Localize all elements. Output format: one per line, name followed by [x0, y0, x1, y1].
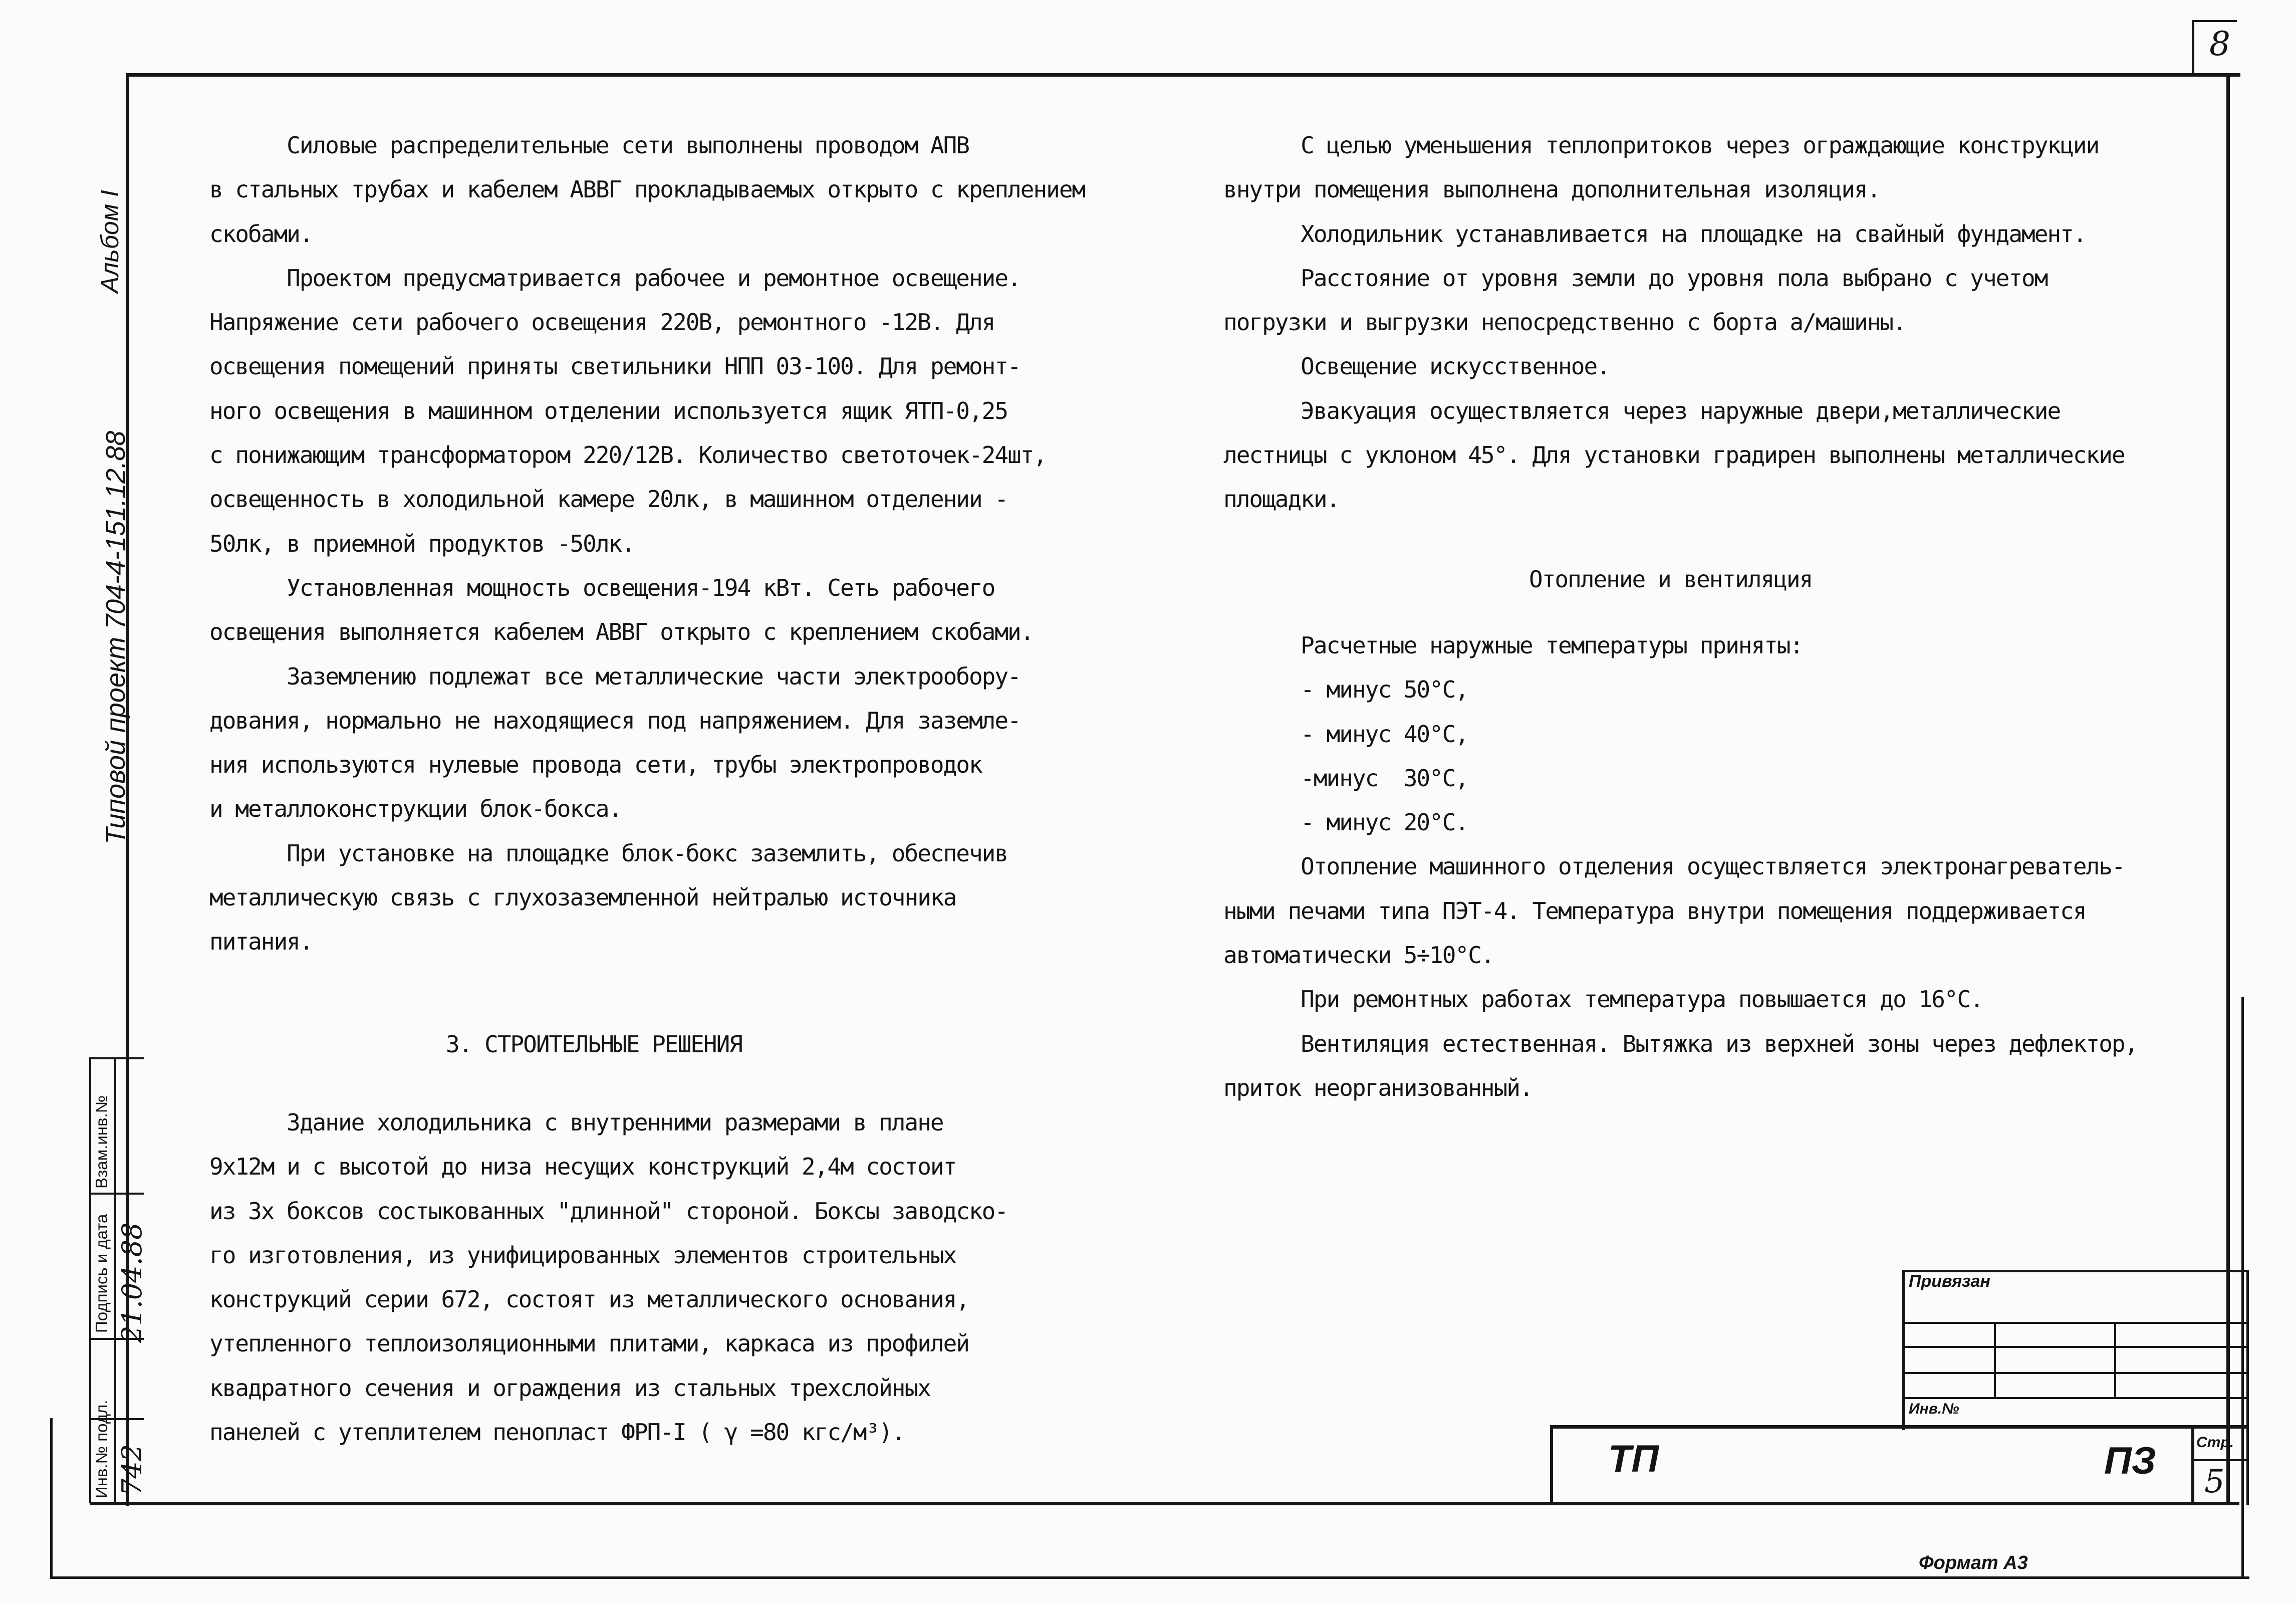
text-line: с понижающим трансформатором 220/12В. Количество светоточек-24шт,: [209, 441, 1047, 469]
text-line: - минус 50°С,: [1223, 676, 1468, 704]
text-line: приток неорганизованный.: [1223, 1074, 1533, 1101]
format-label: Формат А3: [1919, 1552, 2028, 1573]
inv-label: Инв.№: [1909, 1401, 1959, 1417]
privyazan-label: Привязан: [1909, 1272, 1990, 1291]
side-project-label: Типовой проект 704-4-151.12.88: [101, 430, 131, 844]
text-line: Холодильник устанавливается на площадке на свайный фундамент.: [1223, 220, 2086, 248]
text-line: дования, нормально не находящиеся под напряжением. Для заземле-: [209, 707, 1021, 734]
side-stamp-inv: Инв.№ подл.: [92, 1400, 111, 1498]
text-line: - минус 20°С.: [1223, 809, 1468, 836]
text-line: ния используются нулевые провода сети, трубы электропроводок: [209, 751, 982, 779]
text-line: ными печами типа ПЭТ-4. Температура внутри помещения поддерживается: [1223, 897, 2086, 925]
text-line: -минус 30°С,: [1223, 764, 1468, 792]
text-line: Здание холодильника с внутренними размерами в плане: [209, 1109, 943, 1136]
text-line: го изготовления, из унифицированных элементов строительных: [209, 1241, 956, 1269]
text-line: панелей с утеплителем пенопласт ФРП-I ( γ =80 кгс/м³).: [209, 1419, 905, 1446]
side-stamp-replace: Взам.инв.№: [92, 1095, 111, 1189]
text-line: скобами.: [209, 220, 313, 248]
outer-frame-right: [2241, 997, 2244, 1578]
text-line: утепленного теплоизоляционными плитами, каркаса из профилей: [209, 1330, 969, 1357]
text-line: Установленная мощность освещения-194 кВт. Сеть рабочего: [209, 574, 995, 601]
inner-frame-top: [126, 73, 2240, 77]
sheet-number: 8: [2209, 25, 2230, 63]
text-line: Отопление машинного отделения осуществляется электронагреватель-: [1223, 853, 2125, 880]
text-line: Вентиляция естественная. Вытяжка из верхней зоны через дефлектор,: [1223, 1030, 2138, 1057]
inner-frame-bottom: [90, 1502, 2239, 1505]
sheet-label: Стр.: [2196, 1434, 2234, 1451]
text-line: внутри помещения выполнена дополнительная изоляция.: [1223, 176, 1880, 203]
side-stamp-sign: Подпись и дата: [92, 1214, 111, 1333]
text-line: - минус 40°С,: [1223, 720, 1468, 748]
right-column-text: [1223, 123, 2125, 522]
text-line: из 3х боксов состыкованных "длинной" стороной. Боксы заводско-: [209, 1197, 1008, 1225]
text-line: Заземлению подлежат все металлические части электрообору-: [209, 662, 1021, 690]
sheet-box-left: [2192, 20, 2194, 75]
side-stamp-sign-value: 21.04.88: [116, 1222, 148, 1343]
text-line: Силовые распределительные сети выполнены проводом АПВ: [209, 132, 969, 159]
code-left: ТП: [1608, 1438, 1659, 1480]
text-line: 50лк, в приемной продуктов -50лк.: [209, 530, 634, 557]
text-line: питания.: [209, 928, 313, 956]
text-line: погрузки и выгрузки непосредственно с борта а/машины.: [1223, 309, 1906, 336]
code-right: ПЗ: [2104, 1440, 2156, 1482]
text-line: ного освещения в машинном отделении используется ящик ЯТП-0,25: [209, 397, 1008, 424]
outer-frame-bottom: [50, 1576, 2249, 1579]
text-line: Напряжение сети рабочего освещения 220В, ремонтного -12В. Для: [209, 309, 995, 336]
text-line: освещения выполняется кабелем АВВГ открыто с креплением скобами.: [209, 618, 1034, 646]
text-line: Освещение искусственное.: [1223, 353, 1610, 380]
outer-frame-left: [50, 1418, 53, 1578]
text-line: лестницы с уклоном 45°. Для установки градирен выполнены металлические: [1223, 441, 2125, 469]
text-line: 9х12м и с высотой до низа несущих конструкций 2,4м состоит: [209, 1153, 956, 1181]
text-line: и металлоконструкции блок-бокса.: [209, 795, 622, 823]
text-line: освещения помещений приняты светильники НПП 03-100. Для ремонт-: [209, 353, 1021, 380]
text-line: освещенность в холодильной камере 20лк, в машинном отделении -: [209, 486, 1008, 513]
text-line: конструкций серии 672, состоят из металлического основания,: [209, 1286, 969, 1313]
inner-frame-right: [2226, 73, 2230, 1505]
text-line: автоматически 5÷10°С.: [1223, 942, 1494, 969]
text-line: Эвакуация осуществляется через наружные двери,металлические: [1223, 397, 2061, 424]
construction-text: [209, 1100, 1007, 1454]
text-line: в стальных трубах и кабелем АВВГ прокладываемых открыто с креплением: [209, 176, 1085, 203]
text-line: квадратного сечения и ограждения из стальных трехслойных: [209, 1374, 930, 1402]
side-album-label: Альбом I: [96, 190, 124, 293]
heating-heading: Отопление и вентиляция: [1529, 566, 1813, 593]
text-line: площадки.: [1223, 486, 1340, 513]
text-line: Расчетные наружные температуры приняты:: [1223, 632, 1803, 659]
heating-text: [1223, 623, 2137, 1110]
text-line: металлическую связь с глухозаземленной нейтралью источника: [209, 884, 956, 911]
left-column-text: [209, 123, 1085, 964]
section-heading: 3. СТРОИТЕЛЬНЫЕ РЕШЕНИЯ: [446, 1031, 742, 1058]
text-line: Проектом предусматривается рабочее и ремонтное освещение.: [209, 264, 1021, 292]
text-line: При ремонтных работах температура повышается до 16°С.: [1223, 986, 1983, 1013]
text-line: С целью уменьшения теплопритоков через ограждающие конструкции: [1223, 132, 2099, 159]
side-stamp-inv-value: 742: [116, 1444, 148, 1496]
sheet-value: 5: [2204, 1463, 2225, 1500]
sheet-box-top: [2192, 20, 2237, 22]
text-line: Расстояние от уровня земли до уровня пола выбрано с учетом: [1223, 264, 2048, 292]
text-line: При установке на площадке блок-бокс заземлить, обеспечив: [209, 839, 1008, 867]
